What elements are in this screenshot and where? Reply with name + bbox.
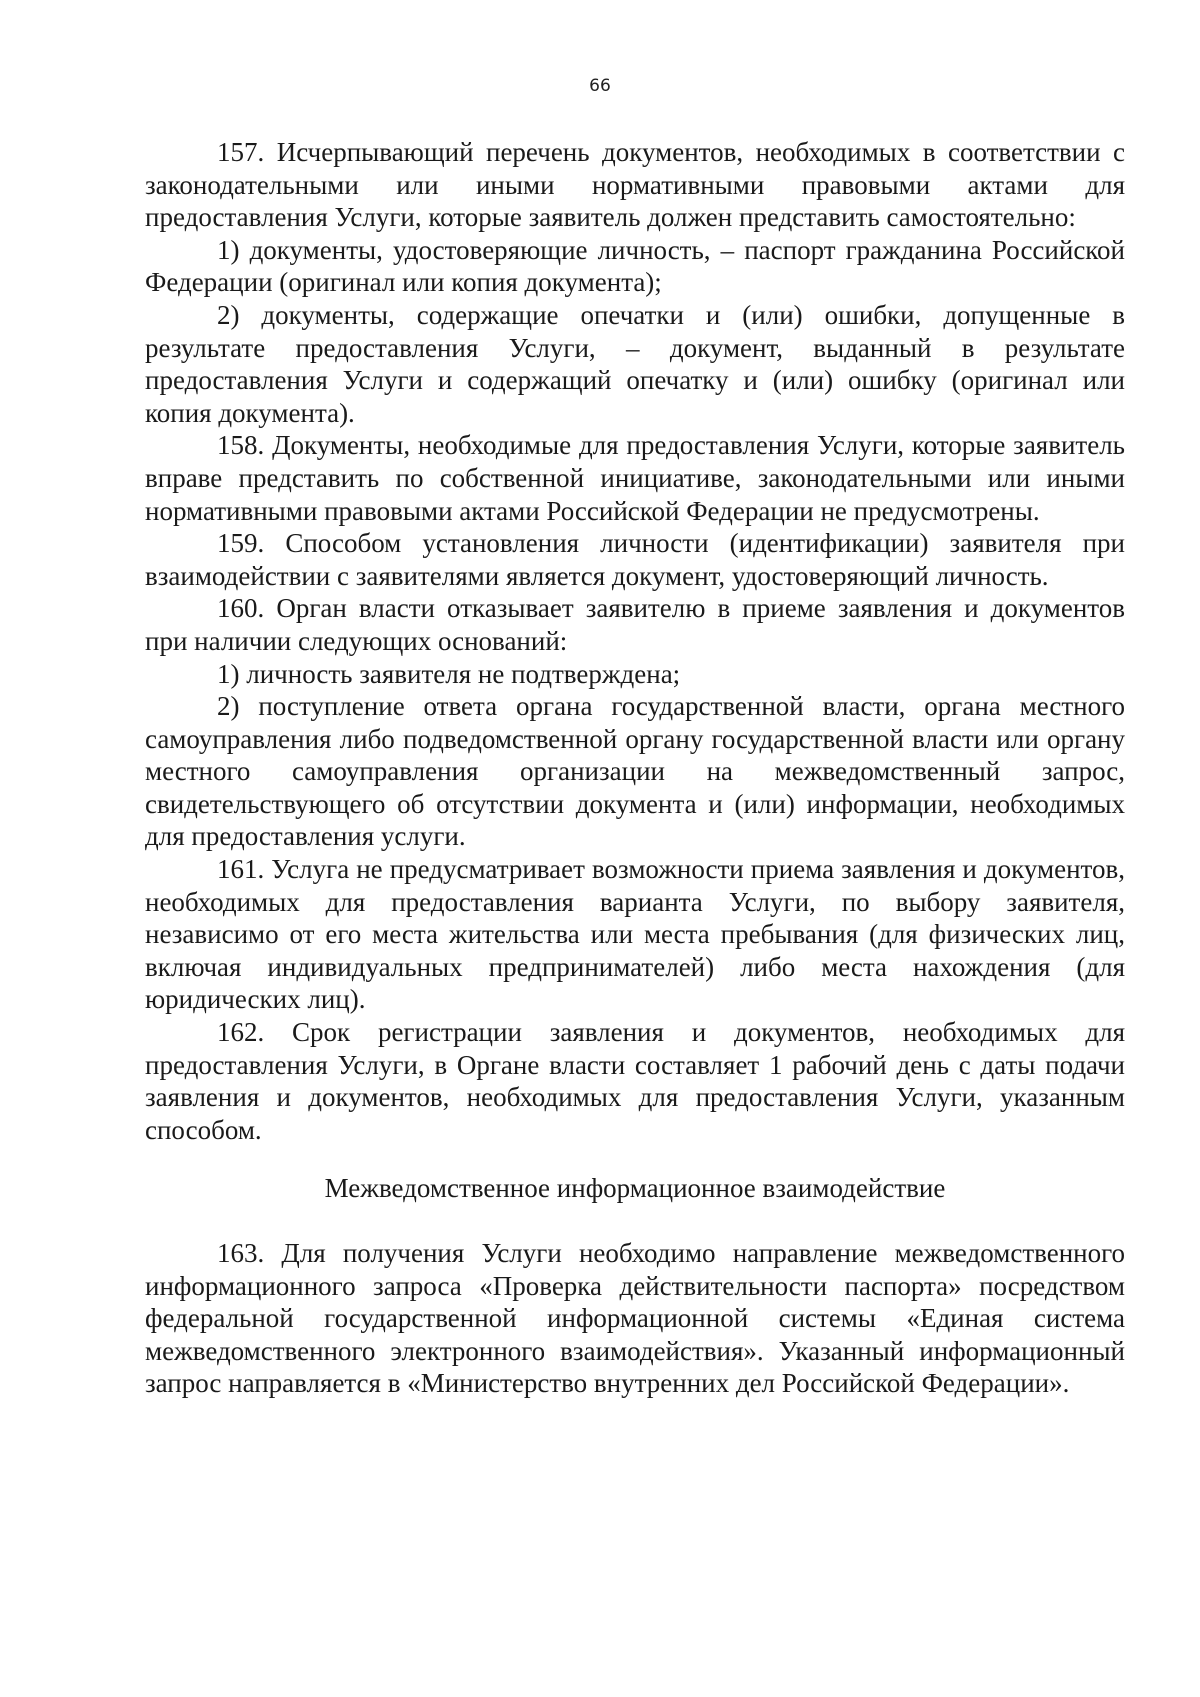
paragraph-160-item-1: 1) личность заявителя не подтверждена; xyxy=(217,658,681,689)
paragraph-157-item-1: 1) документы, удостоверяющие личность, – паспорт гражданина Российской Федерации (оригинал или копия документа); xyxy=(145,234,1125,298)
paragraph-160-item-2: 2) поступление ответа органа государственной власти, органа местного самоуправления либо подведомственной органу государственной власти или органу местного самоуправления организации на межведомственный запрос, свидетельствующего об отсутствии документа и (или) информации, необходимых для предоставления услуги. xyxy=(145,691,1125,852)
page-number: 66 xyxy=(589,76,611,96)
paragraph-160: 160. Орган власти отказывает заявителю в приеме заявления и документов при наличии следующих оснований: xyxy=(145,593,1125,656)
paragraph-162: 162. Срок регистрации заявления и документов, необходимых для предоставления Услуги, в Органе власти составляет 1 рабочий день с даты подачи заявления и документов, необходимых для предоставления Услуги, указанным способом. xyxy=(145,1017,1125,1145)
paragraph-163: 163. Для получения Услуги необходимо направление межведомственного информационного запроса «Проверка действительности паспорта» посредством федеральной государственной информационной системы «Единая система межведомственного электронного взаимодействия». Указанный информационный запрос направляется в «Министерство внутренних дел Российской Федерации». xyxy=(145,1238,1125,1399)
section-heading: Межведомственное информационное взаимодействие xyxy=(324,1173,946,1204)
paragraph-157: 157. Исчерпывающий перечень документов, необходимых в соответствии с законодательными или иными нормативными правовыми актами для предоставления Услуги, которые заявитель должен представить самостоятельно: xyxy=(145,137,1125,233)
document-body xyxy=(145,136,1125,1400)
paragraph-158: 158. Документы, необходимые для предоставления Услуги, которые заявитель вправе представить по собственной инициативе, законодательными или иными нормативными правовыми актами Российской Федерации не предусмотрены. xyxy=(145,430,1125,526)
paragraph-161: 161. Услуга не предусматривает возможности приема заявления и документов, необходимых для предоставления варианта Услуги, по выбору заявителя, независимо от его места жительства или места пребывания (для физических лиц, включая индивидуальных предпринимателей) либо места нахождения (для юридических лиц). xyxy=(145,854,1125,1015)
paragraph-159: 159. Способом установления личности (идентификации) заявителя при взаимодействии с заявителями является документ, удостоверяющий личность. xyxy=(145,528,1125,591)
paragraph-157-item-2: 2) документы, содержащие опечатки и (или) ошибки, допущенные в результате предоставления Услуги, – документ, выданный в результате предоставления Услуги и содержащий опечатку и (или) ошибку (оригинал или копия документа). xyxy=(145,299,1125,428)
